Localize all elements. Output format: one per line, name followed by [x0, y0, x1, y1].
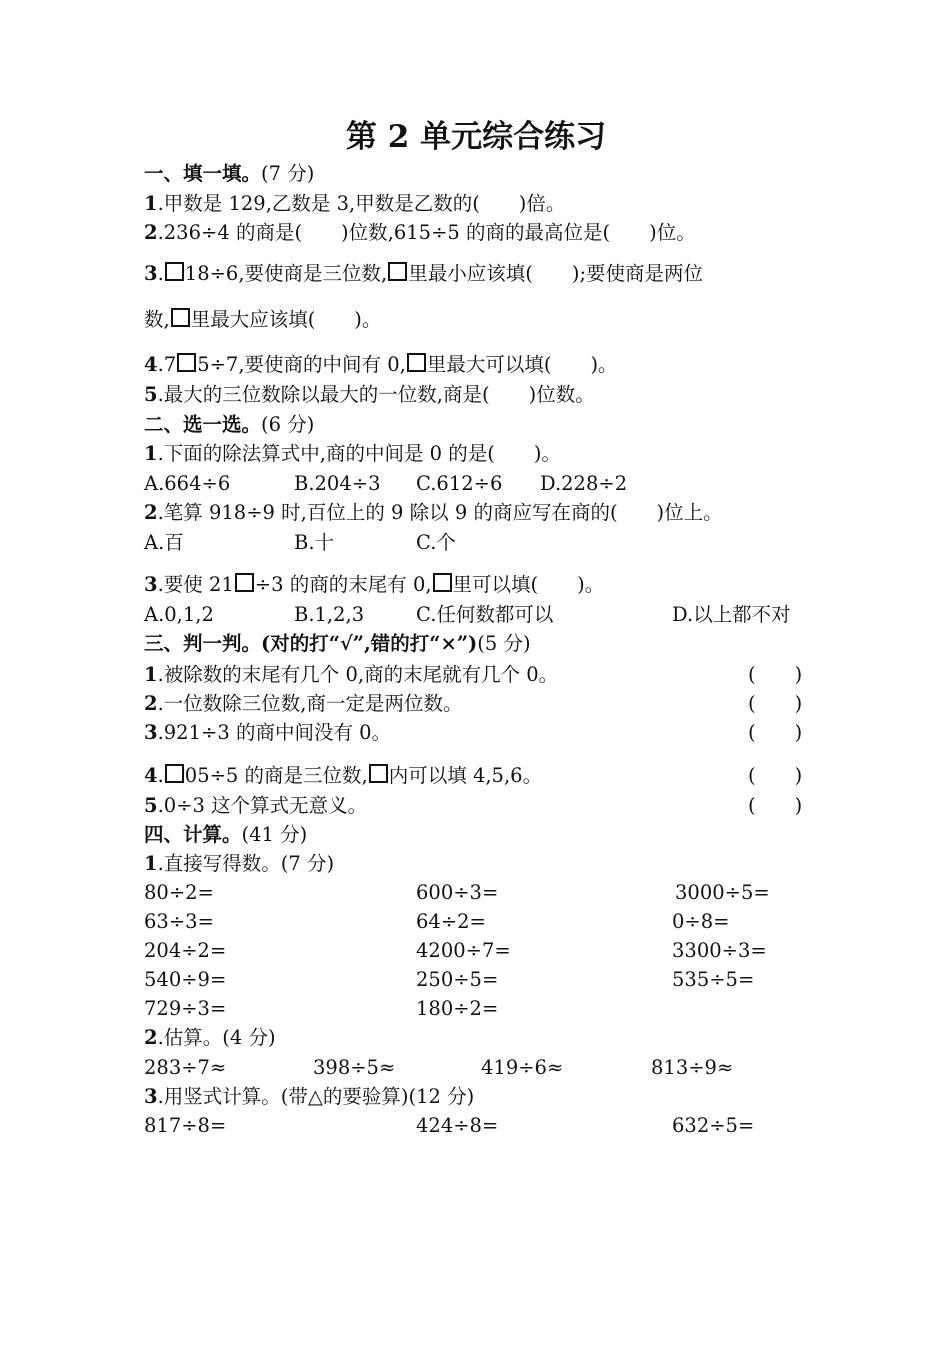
section-4-score: (41 分)	[241, 823, 308, 846]
section-4-header	[0, 820, 952, 850]
calc-row	[0, 965, 952, 995]
question-number: 2	[144, 501, 158, 524]
calc-item: 204÷2=	[144, 939, 227, 962]
s2-question-2	[0, 498, 952, 528]
page-title: 第 2 单元综合练习	[345, 119, 607, 155]
section-1-heading: 一、填一填。	[144, 162, 262, 185]
calc-row	[0, 994, 952, 1024]
question-text: .下面的除法算式中,商的中间是 0 的是( )。	[157, 442, 561, 465]
s1-question-3-line-2	[0, 305, 952, 335]
calc-item: 3000÷5=	[675, 881, 770, 904]
question-text: 5÷7,要使商的中间有 0,	[197, 353, 406, 376]
question-text: 05÷5 的商是三位数,	[184, 764, 368, 787]
question-number: 4	[144, 353, 158, 376]
question-number: 1	[144, 663, 158, 686]
section-4-heading: 四、计算。	[144, 823, 242, 846]
answer-paren: ( )	[748, 692, 803, 715]
question-text: 里最大可以填( )。	[426, 353, 618, 376]
section-2-score: (6 分)	[261, 413, 315, 436]
question-number: 2	[144, 221, 158, 244]
s3-question-5	[0, 791, 952, 821]
question-text: 数,	[144, 308, 170, 331]
question-text: .直接写得数。(7 分)	[157, 852, 335, 875]
question-text: .0÷3 这个算式无意义。	[157, 794, 368, 817]
s2-question-1	[0, 439, 952, 469]
question-number: 1	[144, 852, 158, 875]
question-text: .一位数除三位数,商一定是两位数。	[157, 692, 463, 715]
calc-item: 600÷3=	[416, 881, 499, 904]
blank-box-icon	[177, 353, 196, 372]
s4-part-1-title	[0, 849, 952, 879]
question-text: .估算。(4 分)	[157, 1026, 276, 1049]
calc-item: 250÷5=	[416, 968, 499, 991]
blank-box-icon	[369, 764, 388, 783]
option-c: C.612÷6	[416, 472, 503, 495]
calc-item: 63÷3=	[144, 910, 214, 933]
question-text: .被除数的末尾有几个 0,商的末尾就有几个 0。	[157, 663, 559, 686]
s4-part-3-title	[0, 1082, 952, 1112]
blank-box-icon	[388, 262, 407, 281]
answer-paren: ( )	[748, 794, 803, 817]
section-3-score: (5 分)	[477, 632, 531, 655]
answer-paren: ( )	[748, 663, 803, 686]
question-number: 3	[144, 262, 158, 285]
s3-question-2	[0, 689, 952, 719]
question-text: 里最大应该填( )。	[190, 308, 382, 331]
blank-box-icon	[171, 308, 190, 327]
s3-question-4	[0, 761, 952, 791]
question-number: 1	[144, 192, 158, 215]
question-text: .236÷4 的商是( )位数,615÷5 的商的最高位是( )位。	[157, 221, 696, 244]
question-text: 里可以填( )。	[452, 573, 605, 596]
option-a: A.0,1,2	[144, 603, 214, 626]
vertical-calc-row	[0, 1111, 952, 1141]
blank-box-icon	[433, 573, 452, 592]
section-1-header	[0, 159, 952, 189]
question-text: .	[157, 262, 164, 285]
question-number: 1	[144, 442, 158, 465]
question-number: 5	[144, 794, 158, 817]
calc-item: 180÷2=	[416, 997, 499, 1020]
estimate-item: 813÷9≈	[651, 1056, 734, 1079]
question-text: .最大的三位数除以最大的一位数,商是( )位数。	[157, 383, 595, 406]
section-2-header	[0, 410, 952, 440]
section-1-score: (7 分)	[261, 162, 315, 185]
question-text: ÷3 的商的末尾有 0,	[254, 573, 432, 596]
question-text: .笔算 918÷9 时,百位上的 9 除以 9 的商应写在商的( )位上。	[157, 501, 723, 524]
s1-question-4	[0, 350, 952, 380]
calc-item: 729÷3=	[144, 997, 227, 1020]
answer-paren: ( )	[748, 721, 803, 744]
question-text: 里最小应该填( );要使商是两位	[408, 262, 704, 285]
question-text: 内可以填 4,5,6。	[388, 764, 543, 787]
question-text: .用竖式计算。(带△的要验算)(12 分)	[157, 1085, 475, 1108]
s4-part-2-title	[0, 1023, 952, 1053]
calc-item: 80÷2=	[144, 881, 214, 904]
blank-box-icon	[165, 764, 184, 783]
option-c: C.任何数都可以	[416, 603, 554, 626]
blank-box-icon	[407, 353, 426, 372]
s2-question-3	[0, 570, 952, 600]
s1-question-5	[0, 380, 952, 410]
question-number: 3	[144, 721, 158, 744]
s1-question-2	[0, 218, 952, 248]
calc-item: 64÷2=	[416, 910, 486, 933]
blank-box-icon	[235, 573, 254, 592]
option-d: D.228÷2	[540, 472, 628, 495]
s1-question-1	[0, 189, 952, 219]
option-c: C.个	[416, 531, 456, 554]
question-number: 3	[144, 573, 158, 596]
s2-question-1-options	[0, 469, 952, 499]
estimate-item: 283÷7≈	[144, 1056, 227, 1079]
s3-question-1	[0, 660, 952, 690]
option-b: B.1,2,3	[294, 603, 365, 626]
question-text: .	[157, 764, 164, 787]
question-number: 2	[144, 692, 158, 715]
question-text: .921÷3 的商中间没有 0。	[157, 721, 392, 744]
question-text: 18÷6,要使商是三位数,	[184, 262, 388, 285]
question-number: 4	[144, 764, 158, 787]
section-2-heading: 二、选一选。	[144, 413, 262, 436]
question-number: 3	[144, 1085, 158, 1108]
question-text: .甲数是 129,乙数是 3,甲数是乙数的( )倍。	[157, 192, 566, 215]
calc-row	[0, 878, 952, 908]
vertical-calc-item: 424÷8=	[416, 1114, 499, 1137]
s2-question-3-options	[0, 600, 952, 630]
estimate-item: 398÷5≈	[313, 1056, 396, 1079]
question-text: .要使 21	[157, 573, 234, 596]
calc-item: 0÷8=	[672, 910, 730, 933]
option-a: A.百	[144, 531, 184, 554]
question-number: 5	[144, 383, 158, 406]
section-3-header	[0, 629, 952, 659]
option-b: B.十	[294, 531, 335, 554]
section-3-heading: 三、判一判。(对的打“√”,错的打“×”)	[144, 632, 478, 655]
calc-item: 4200÷7=	[416, 939, 511, 962]
vertical-calc-item: 817÷8=	[144, 1114, 227, 1137]
s1-question-3-line-1	[0, 259, 952, 289]
calc-item: 3300÷3=	[672, 939, 767, 962]
option-d: D.以上都不对	[672, 603, 791, 626]
estimate-row	[0, 1053, 952, 1083]
question-text: .7	[157, 353, 177, 376]
option-a: A.664÷6	[144, 472, 231, 495]
option-b: B.204÷3	[294, 472, 381, 495]
s2-question-2-options	[0, 528, 952, 558]
calc-item: 540÷9=	[144, 968, 227, 991]
calc-row	[0, 936, 952, 966]
calc-row	[0, 907, 952, 937]
blank-box-icon	[165, 262, 184, 281]
s3-question-3	[0, 718, 952, 748]
estimate-item: 419÷6≈	[481, 1056, 564, 1079]
answer-paren: ( )	[748, 764, 803, 787]
calc-item: 535÷5=	[672, 968, 755, 991]
question-number: 2	[144, 1026, 158, 1049]
vertical-calc-item: 632÷5=	[672, 1114, 755, 1137]
